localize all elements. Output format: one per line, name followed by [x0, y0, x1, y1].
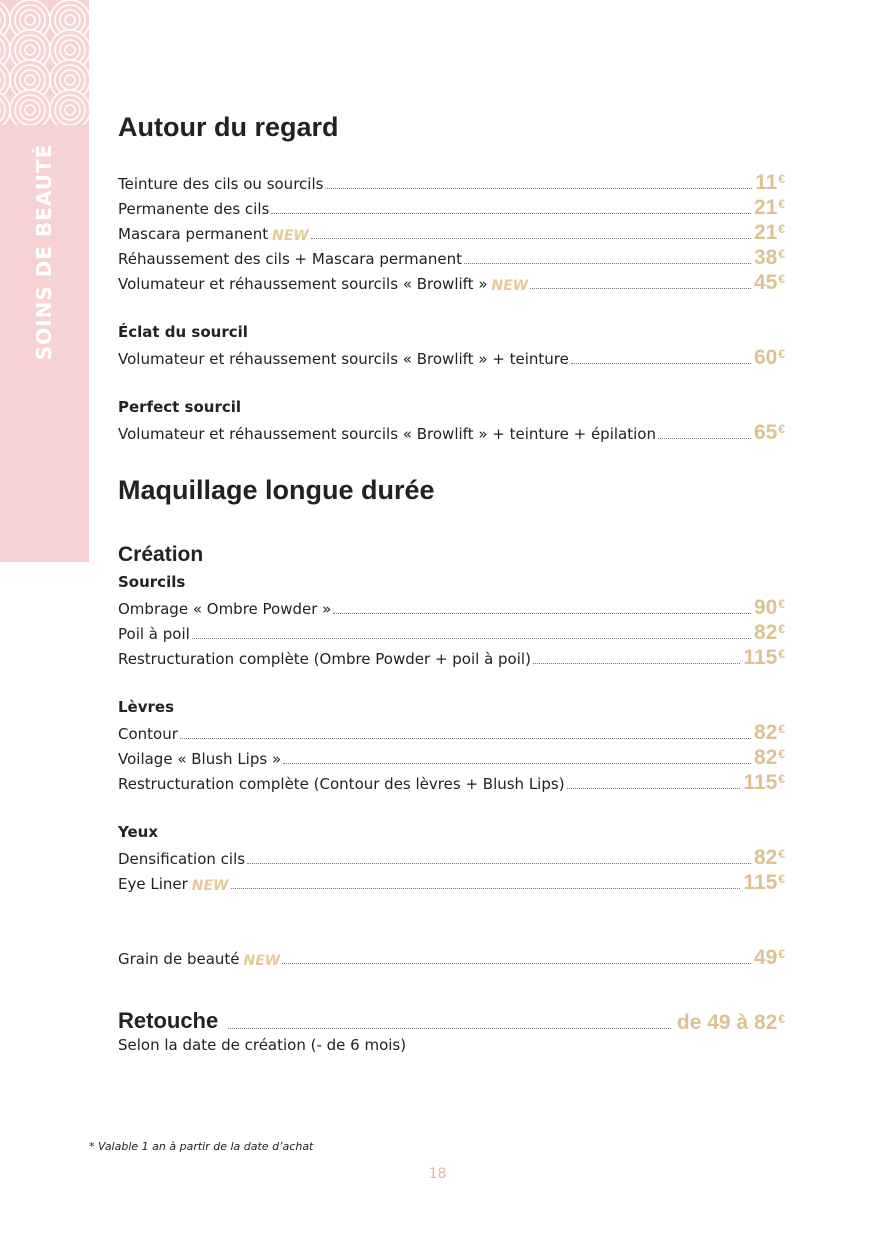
- item-name: Volumateur et réhaussement sourcils « Browlift » + teinture + épilation: [118, 425, 656, 443]
- dot-leader: [333, 613, 751, 614]
- item-name: Restructuration complète (Contour des lèvres + Blush Lips): [118, 775, 565, 793]
- group-title-yeux: Yeux: [118, 823, 159, 841]
- dot-leader: [567, 788, 741, 789]
- price-row: [118, 193, 785, 219]
- item-price: 82€: [753, 746, 785, 769]
- dot-leader: [530, 288, 751, 289]
- item-name: Retouche: [118, 1008, 219, 1033]
- item-name: Eye Liner: [118, 875, 188, 893]
- dot-leader: [271, 213, 751, 214]
- item-name: Teinture des cils ou sourcils: [118, 175, 324, 193]
- item-name: Voilage « Blush Lips »: [118, 750, 282, 768]
- price-row: [118, 768, 785, 794]
- sidebar-label: SOINS DE BEAUTÉ: [32, 143, 56, 361]
- price-row-retouche: [118, 1004, 785, 1034]
- item-name: Réhaussement des cils + Mascara permanent: [118, 250, 462, 268]
- price-row: [118, 418, 785, 444]
- subsection-title-creation: Création: [118, 543, 204, 566]
- subsection-title-eclat: Éclat du sourcil: [118, 323, 248, 341]
- item-name: Poil à poil: [118, 625, 190, 643]
- group-title-levres: Lèvres: [118, 698, 175, 716]
- item-price: 82€: [753, 721, 785, 744]
- item-price: 115€: [743, 646, 785, 669]
- price-row: [118, 718, 785, 744]
- item-price: 21€: [753, 196, 785, 219]
- new-badge: NEW: [243, 953, 281, 969]
- page-number: 18: [428, 1166, 447, 1182]
- item-price: 60€: [753, 346, 785, 369]
- item-name: Mascara permanent: [118, 225, 269, 243]
- subsection-title-perfect: Perfect sourcil: [118, 398, 242, 416]
- dot-leader: [247, 863, 751, 864]
- item-name: Grain de beauté: [118, 950, 240, 968]
- new-badge: NEW: [491, 278, 529, 294]
- section-title-autour-du-regard: Autour du regard: [118, 112, 339, 142]
- item-name: Volumateur et réhaussement sourcils « Browlift »: [118, 275, 488, 293]
- item-name: Restructuration complète (Ombre Powder + poil à poil): [118, 650, 531, 668]
- price-row: [118, 268, 785, 294]
- new-badge: NEW: [272, 228, 309, 244]
- retouche-note: Selon la date de création (- de 6 mois): [118, 1036, 407, 1054]
- sidebar-band: [0, 0, 89, 562]
- dot-leader: [228, 1028, 671, 1029]
- item-name: Contour: [118, 725, 178, 743]
- item-price: de 49 à 82€: [676, 1011, 785, 1034]
- price-row: [118, 593, 785, 619]
- price-row: [118, 218, 785, 244]
- item-price: 65€: [753, 421, 785, 444]
- item-price: 82€: [753, 846, 785, 869]
- price-row: [118, 943, 785, 969]
- seigaiha-pattern-icon: [0, 0, 89, 125]
- item-price: 82€: [753, 621, 785, 644]
- footnote: * Valable 1 an à partir de la date d’achat: [89, 1140, 314, 1153]
- dot-leader: [325, 188, 752, 189]
- price-row: [118, 343, 785, 369]
- dot-leader: [282, 963, 751, 964]
- dot-leader: [464, 263, 751, 264]
- new-badge: NEW: [191, 878, 229, 894]
- section-title-maquillage: Maquillage longue durée: [118, 475, 435, 505]
- item-price: 115€: [743, 871, 785, 894]
- item-name: Permanente des cils: [118, 200, 270, 218]
- item-price: 115€: [743, 771, 785, 794]
- item-price: 45€: [753, 271, 785, 294]
- item-price: 38€: [753, 246, 785, 269]
- item-name: Ombrage « Ombre Powder »: [118, 600, 332, 618]
- dot-leader: [658, 438, 751, 439]
- dot-leader: [283, 763, 751, 764]
- item-price: 90€: [753, 596, 785, 619]
- dot-leader: [231, 888, 741, 889]
- dot-leader: [192, 638, 751, 639]
- price-row: [118, 643, 785, 669]
- dot-leader: [533, 663, 740, 664]
- item-price: 49€: [753, 946, 785, 969]
- price-row: [118, 843, 785, 869]
- dot-leader: [311, 238, 751, 239]
- group-title-sourcils: Sourcils: [118, 573, 186, 591]
- price-row: [118, 168, 785, 194]
- item-price: 11€: [755, 171, 785, 194]
- item-name: Densification cils: [118, 850, 246, 868]
- item-name: Volumateur et réhaussement sourcils « Browlift » + teinture: [118, 350, 569, 368]
- price-row: [118, 868, 785, 894]
- price-row: [118, 743, 785, 769]
- item-price: 21€: [753, 221, 785, 244]
- price-row: [118, 243, 785, 269]
- dot-leader: [571, 363, 751, 364]
- dot-leader: [180, 738, 751, 739]
- price-row: [118, 618, 785, 644]
